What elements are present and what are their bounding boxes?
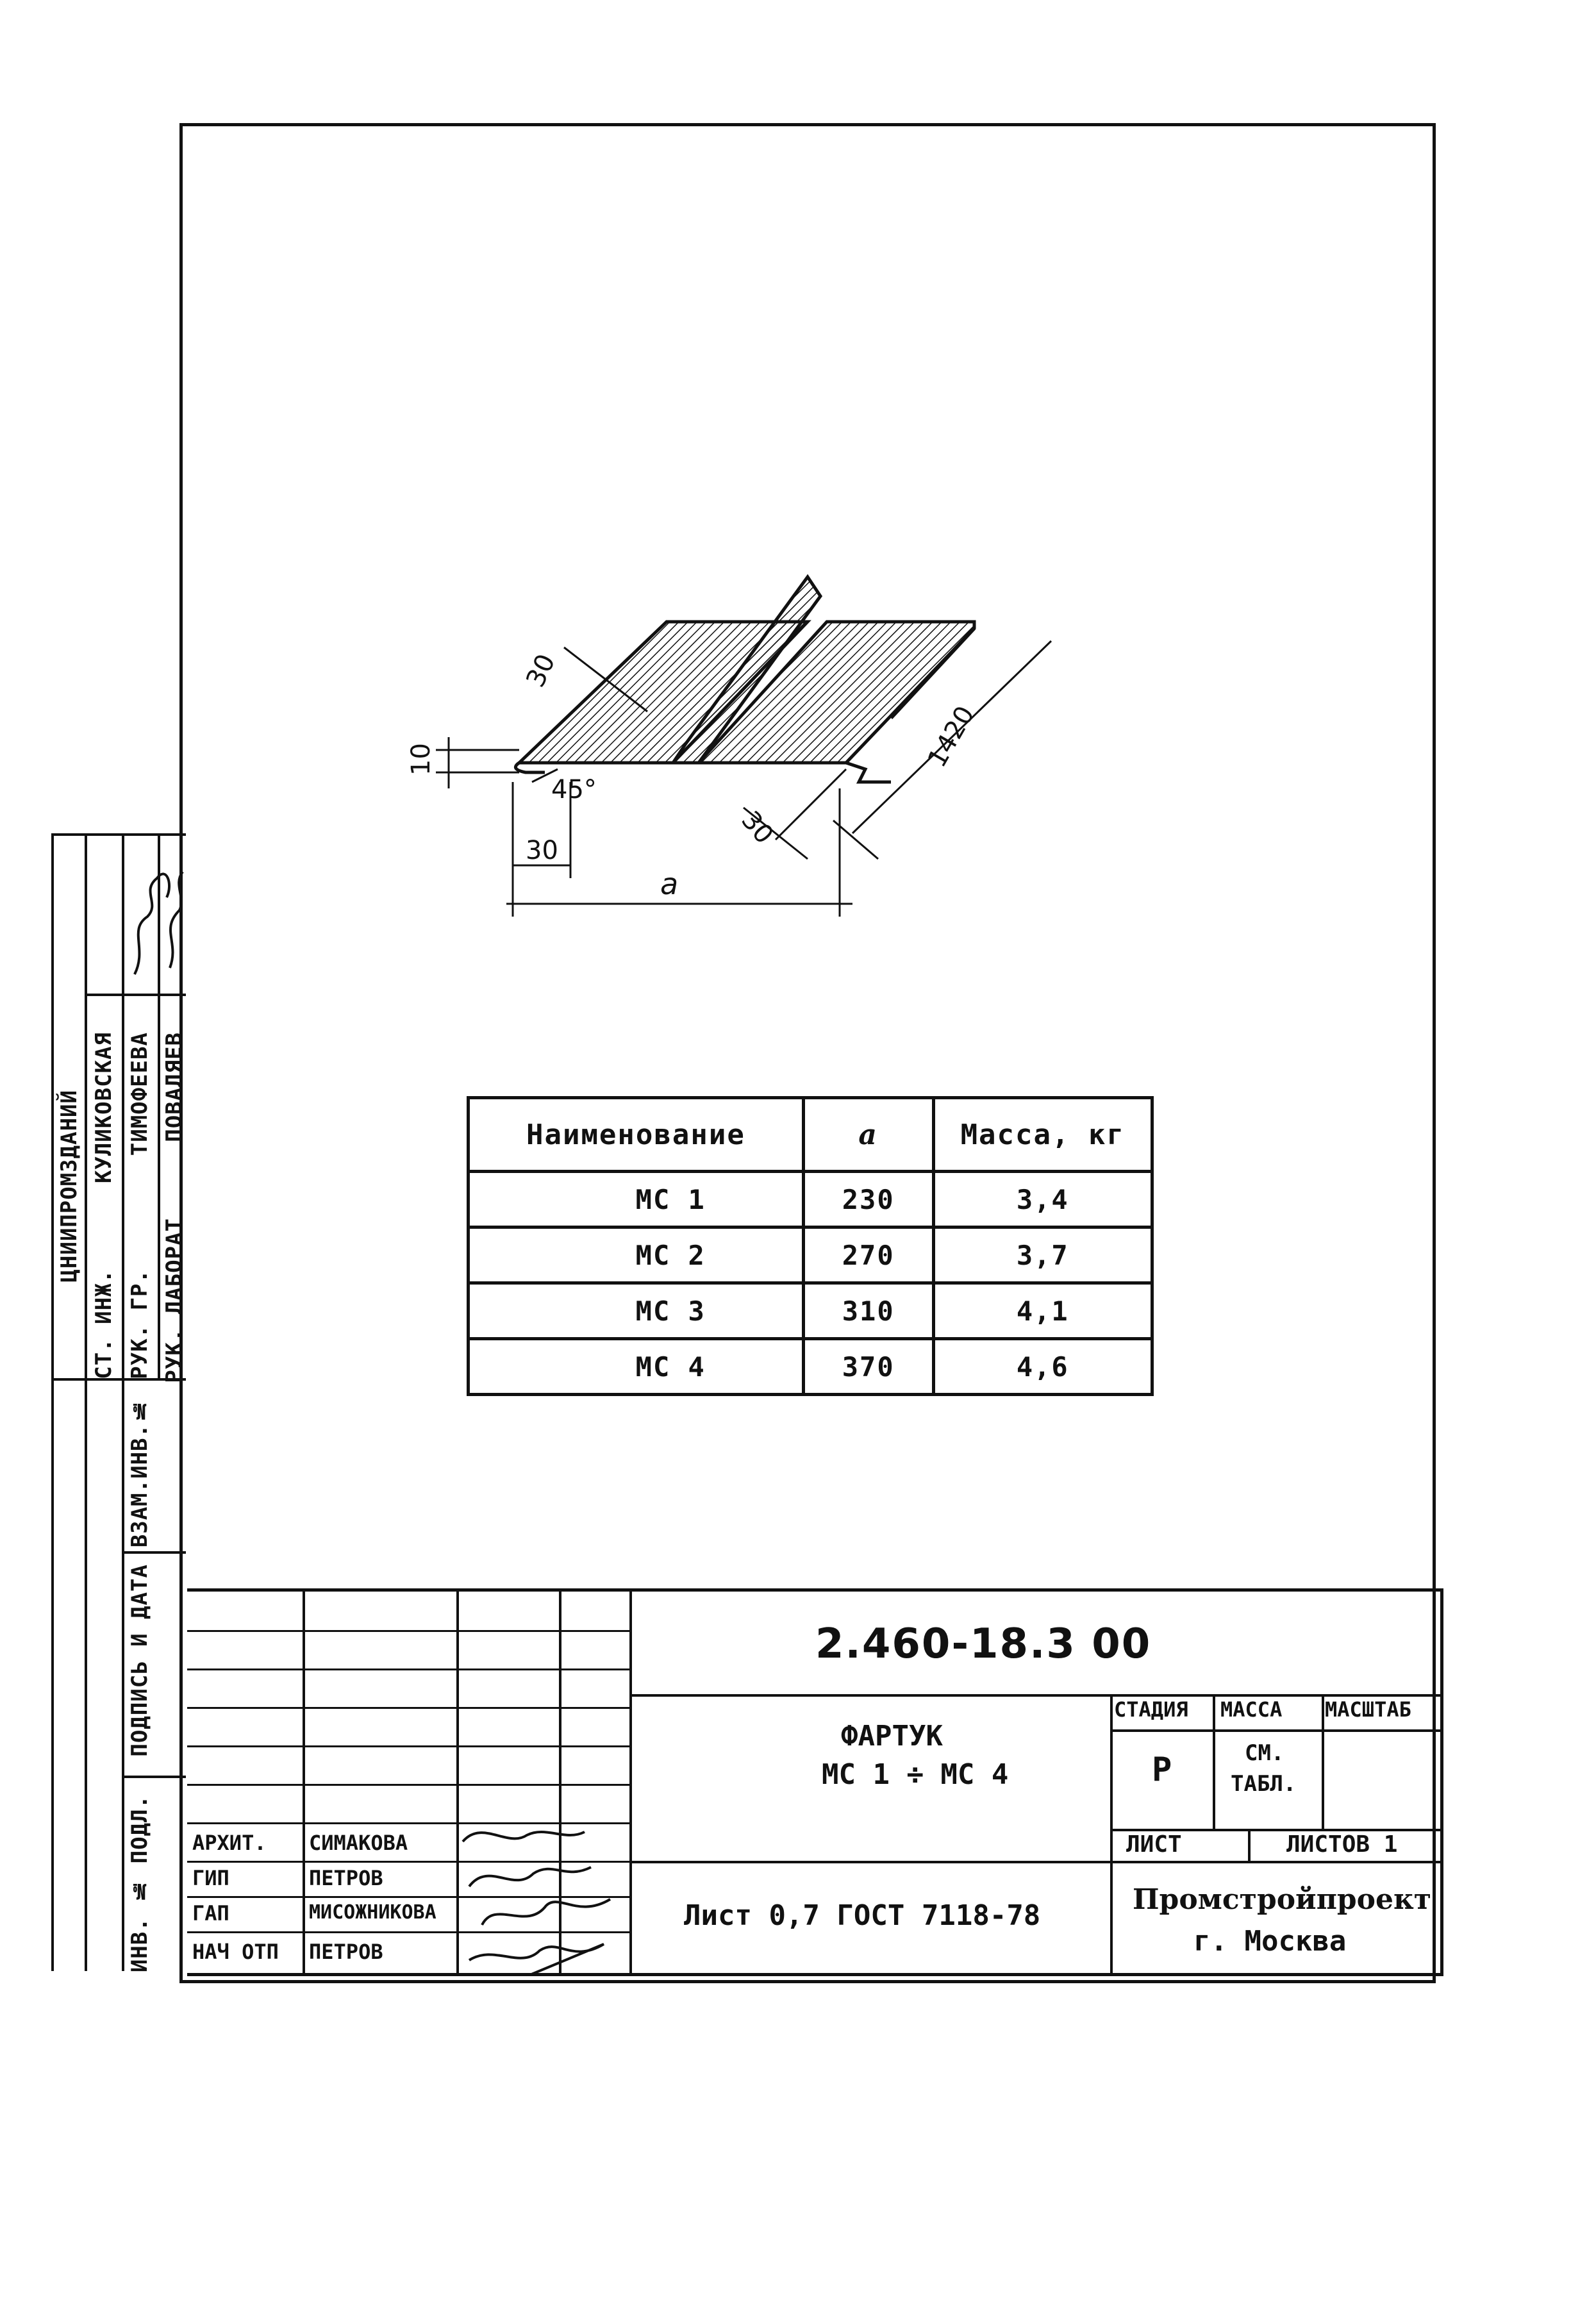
material: Лист 0,7 ГОСТ 7118-78: [684, 1899, 1041, 1932]
stamp-role-2: РУК. ГР.: [127, 1269, 153, 1379]
sheet-label: ЛИСТ: [1126, 1831, 1182, 1858]
mass-value-1: СМ.: [1245, 1740, 1284, 1766]
staff-name-2: ПЕТРОВ: [309, 1866, 383, 1890]
spec-cell-name: МС 3: [469, 1283, 804, 1339]
stamp-org: ЦНИИПРОМЗДАНИЙ: [56, 1090, 82, 1283]
doc-code: 2.460-18.3 00: [815, 1620, 1152, 1668]
scale-header: МАСШТАБ: [1325, 1697, 1411, 1722]
doc-title-2: МС 1 ÷ МС 4: [822, 1758, 1009, 1791]
dim-30-right: 30: [735, 805, 779, 850]
left-stamp: [51, 833, 186, 1971]
staff-name-4: ПЕТРОВ: [309, 1940, 383, 1964]
org-line-1: Промстройпроект: [1133, 1883, 1432, 1916]
stamp-role-3: РУК. ЛАБОРАТ: [162, 1218, 187, 1383]
mass-value-2: ТАБЛ.: [1231, 1771, 1297, 1797]
org-line-2: г. Москва: [1193, 1925, 1347, 1958]
spec-cell-name: МС 4: [469, 1339, 804, 1395]
staff-name-1: СИМАКОВА: [309, 1831, 408, 1855]
table-row: [469, 1339, 1152, 1395]
mass-header: МАССА: [1220, 1697, 1283, 1722]
spec-cell-mass: 4,1: [933, 1283, 1152, 1339]
spec-cell-a: 310: [803, 1283, 933, 1339]
spec-cell-a: 230: [803, 1172, 933, 1227]
table-row: [469, 1283, 1152, 1339]
spec-cell-mass: 4,6: [933, 1339, 1152, 1395]
staff-role-3: ГАП: [192, 1901, 229, 1926]
staff-role-1: АРХИТ.: [192, 1831, 267, 1855]
stamp-role-1: СТ. ИНЖ.: [91, 1269, 117, 1379]
staff-role-4: НАЧ ОТП: [192, 1940, 279, 1964]
spec-header-mass: Масса, кг: [933, 1098, 1152, 1172]
spec-header-name: Наименование: [469, 1098, 804, 1172]
spec-header-row: [469, 1098, 1152, 1172]
sheets-label: ЛИСТОВ 1: [1286, 1831, 1398, 1858]
spec-cell-a: 370: [803, 1339, 933, 1395]
spec-cell-mass: 3,4: [933, 1172, 1152, 1227]
signature: [456, 1822, 623, 1976]
stamp-inv: ИНВ. № ПОДЛ.: [127, 1795, 153, 1973]
spec-cell-name: МС 1: [469, 1172, 804, 1227]
dim-1420: 1420: [922, 701, 981, 772]
apron-drawing: [359, 551, 1128, 961]
stage-value: Р: [1152, 1751, 1172, 1789]
stamp-vzam: ВЗАМ.ИНВ.№: [127, 1397, 153, 1548]
staff-name-3: МИСОЖНИКОВА: [309, 1901, 436, 1924]
spec-header-a: a: [803, 1098, 933, 1172]
stamp-name-3: ПОВАЛЯЕВ: [162, 1032, 187, 1142]
dim-45: 45°: [551, 775, 597, 804]
staff-role-2: ГИП: [192, 1866, 229, 1890]
stamp-name-1: КУЛИКОВСКАЯ: [91, 1032, 117, 1184]
dim-a: a: [660, 867, 679, 901]
table-row: [469, 1172, 1152, 1227]
stamp-podpis: ПОДПИСЬ И ДАТА: [127, 1564, 153, 1757]
spec-cell-a: 270: [803, 1227, 933, 1283]
dim-30-top: 30: [520, 649, 561, 692]
spec-cell-name: МС 2: [469, 1227, 804, 1283]
spec-cell-mass: 3,7: [933, 1227, 1152, 1283]
table-row: [469, 1227, 1152, 1283]
doc-title-1: ФАРТУК: [841, 1720, 943, 1752]
signature: [122, 853, 192, 981]
spec-table: [467, 1096, 1154, 1396]
dim-10: 10: [406, 743, 436, 776]
title-block: [187, 1588, 1443, 1973]
stage-header: СТАДИЯ: [1114, 1697, 1188, 1722]
dim-30-left: 30: [526, 836, 558, 865]
stamp-name-2: ТИМОФЕЕВА: [127, 1032, 153, 1156]
